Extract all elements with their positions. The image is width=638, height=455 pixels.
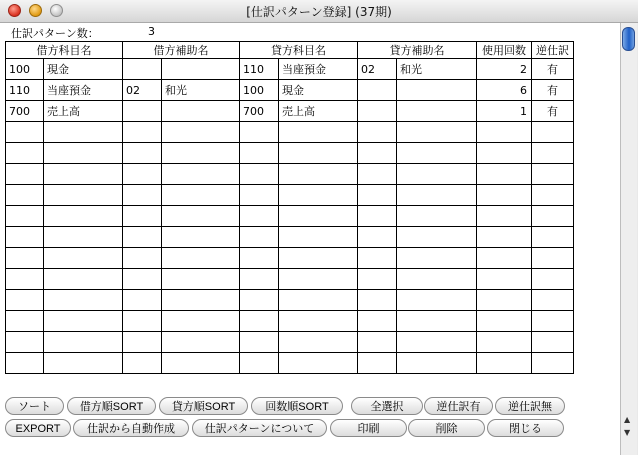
empty-cell: [123, 185, 162, 206]
table-row[interactable]: [6, 80, 574, 101]
empty-cell: [44, 143, 123, 164]
empty-cell: [240, 290, 279, 311]
empty-cell: [532, 332, 574, 353]
credit-sub-name-cell: [397, 101, 477, 122]
empty-cell: [358, 332, 397, 353]
empty-cell: [44, 206, 123, 227]
credit-sub-code-cell: [358, 101, 397, 122]
pattern-count-label: 仕訳パターン数：: [11, 27, 99, 40]
empty-cell: [477, 122, 532, 143]
credit-sort-button[interactable]: 貸方順SORT: [159, 397, 248, 415]
empty-cell: [279, 248, 358, 269]
use-count-cell: 2: [477, 59, 532, 80]
empty-cell: [532, 311, 574, 332]
empty-cell: [279, 143, 358, 164]
empty-cell: [123, 206, 162, 227]
empty-cell: [358, 143, 397, 164]
empty-cell: [123, 143, 162, 164]
empty-cell: [397, 332, 477, 353]
empty-cell: [6, 311, 44, 332]
empty-cell: [44, 290, 123, 311]
empty-table-row[interactable]: [6, 332, 574, 353]
empty-cell: [240, 332, 279, 353]
empty-cell: [532, 206, 574, 227]
empty-cell: [162, 290, 240, 311]
empty-cell: [279, 269, 358, 290]
empty-cell: [477, 290, 532, 311]
empty-cell: [162, 353, 240, 374]
empty-cell: [477, 185, 532, 206]
empty-cell: [358, 269, 397, 290]
credit-name-cell: 現金: [279, 80, 358, 101]
credit-code-cell: 110: [240, 59, 279, 80]
empty-cell: [358, 164, 397, 185]
empty-cell: [123, 332, 162, 353]
empty-cell: [532, 290, 574, 311]
empty-cell: [162, 185, 240, 206]
debit-code-cell: 700: [6, 101, 44, 122]
credit-sub-name-cell: [397, 80, 477, 101]
empty-cell: [397, 185, 477, 206]
empty-cell: [397, 164, 477, 185]
empty-cell: [162, 248, 240, 269]
empty-cell: [6, 122, 44, 143]
empty-cell: [6, 164, 44, 185]
empty-cell: [279, 185, 358, 206]
reverse-on-button[interactable]: 逆仕訳有: [424, 397, 493, 415]
empty-cell: [279, 227, 358, 248]
credit-sub-code-cell: 02: [358, 59, 397, 80]
empty-cell: [240, 185, 279, 206]
empty-cell: [123, 353, 162, 374]
main-content: [0, 23, 620, 455]
delete-button[interactable]: 削除: [408, 419, 485, 437]
empty-cell: [6, 227, 44, 248]
empty-cell: [44, 122, 123, 143]
empty-cell: [532, 143, 574, 164]
debit-sort-button[interactable]: 借方順SORT: [67, 397, 156, 415]
empty-cell: [397, 143, 477, 164]
empty-cell: [162, 332, 240, 353]
empty-cell: [477, 332, 532, 353]
empty-cell: [6, 206, 44, 227]
empty-cell: [123, 164, 162, 185]
empty-cell: [397, 248, 477, 269]
empty-cell: [279, 206, 358, 227]
header-credit-account[interactable]: 貸方科目名: [240, 42, 358, 59]
empty-cell: [123, 269, 162, 290]
credit-name-cell: 当座預金: [279, 59, 358, 80]
empty-cell: [279, 311, 358, 332]
table-header-row: [6, 42, 574, 59]
empty-table-row[interactable]: [6, 269, 574, 290]
header-use-count[interactable]: 使用回数: [477, 42, 532, 59]
credit-sub-code-cell: [358, 80, 397, 101]
close-button[interactable]: 閉じる: [487, 419, 564, 437]
empty-cell: [44, 311, 123, 332]
scroll-thumb[interactable]: [622, 27, 635, 51]
empty-cell: [240, 311, 279, 332]
empty-cell: [240, 227, 279, 248]
debit-sub-code-cell: 02: [123, 80, 162, 101]
empty-cell: [123, 248, 162, 269]
empty-cell: [44, 353, 123, 374]
empty-cell: [532, 269, 574, 290]
debit-sub-code-cell: [123, 59, 162, 80]
empty-cell: [44, 185, 123, 206]
empty-cell: [397, 353, 477, 374]
auto-create-button[interactable]: 仕訳から自動作成: [73, 419, 189, 437]
debit-sub-code-cell: [123, 101, 162, 122]
empty-table-row[interactable]: [6, 353, 574, 374]
empty-table-row[interactable]: [6, 227, 574, 248]
header-credit-sub[interactable]: 貸方補助名: [358, 42, 477, 59]
empty-cell: [358, 248, 397, 269]
count-sort-button[interactable]: 回数順SORT: [251, 397, 343, 415]
empty-cell: [477, 248, 532, 269]
empty-cell: [397, 311, 477, 332]
scroll-up-arrow-icon[interactable]: ▲: [624, 415, 631, 424]
empty-cell: [162, 122, 240, 143]
empty-cell: [44, 227, 123, 248]
pattern-table: [5, 41, 574, 374]
empty-cell: [532, 248, 574, 269]
scroll-down-arrow-icon[interactable]: ▼: [624, 428, 631, 437]
debit-name-cell: 売上高: [44, 101, 123, 122]
table-row[interactable]: [6, 59, 574, 80]
empty-cell: [477, 143, 532, 164]
empty-table-row[interactable]: [6, 143, 574, 164]
debit-sub-name-cell: 和光: [162, 80, 240, 101]
empty-cell: [240, 248, 279, 269]
reverse-cell: 有: [532, 101, 574, 122]
empty-cell: [123, 311, 162, 332]
reverse-cell: 有: [532, 80, 574, 101]
table-row[interactable]: [6, 101, 574, 122]
empty-cell: [358, 311, 397, 332]
empty-cell: [240, 164, 279, 185]
debit-sub-name-cell: [162, 59, 240, 80]
debit-code-cell: 110: [6, 80, 44, 101]
empty-cell: [162, 143, 240, 164]
empty-cell: [44, 248, 123, 269]
empty-table-row[interactable]: [6, 248, 574, 269]
export-button[interactable]: EXPORT: [5, 419, 71, 437]
header-debit-account[interactable]: 借方科目名: [6, 42, 123, 59]
empty-cell: [532, 185, 574, 206]
empty-cell: [477, 269, 532, 290]
empty-cell: [44, 269, 123, 290]
empty-cell: [279, 122, 358, 143]
window-title: [仕訳パターン登録] (37期): [246, 5, 392, 19]
empty-cell: [358, 206, 397, 227]
empty-cell: [532, 164, 574, 185]
empty-cell: [6, 290, 44, 311]
credit-name-cell: 売上高: [279, 101, 358, 122]
empty-cell: [240, 143, 279, 164]
empty-table-row[interactable]: [6, 311, 574, 332]
empty-table-row[interactable]: [6, 290, 574, 311]
empty-cell: [397, 269, 477, 290]
empty-table-row[interactable]: [6, 122, 574, 143]
empty-cell: [397, 290, 477, 311]
empty-cell: [358, 122, 397, 143]
empty-cell: [162, 227, 240, 248]
select-all-button[interactable]: 全選択: [351, 397, 423, 415]
empty-cell: [477, 164, 532, 185]
debit-code-cell: 100: [6, 59, 44, 80]
empty-cell: [477, 353, 532, 374]
empty-cell: [358, 290, 397, 311]
empty-table-row[interactable]: [6, 185, 574, 206]
empty-cell: [162, 206, 240, 227]
empty-cell: [279, 353, 358, 374]
empty-cell: [162, 269, 240, 290]
empty-cell: [532, 353, 574, 374]
empty-cell: [279, 164, 358, 185]
empty-cell: [6, 185, 44, 206]
sort-button[interactable]: ソート: [5, 397, 64, 415]
empty-table-row[interactable]: [6, 164, 574, 185]
debit-name-cell: 当座預金: [44, 80, 123, 101]
empty-cell: [477, 206, 532, 227]
empty-cell: [397, 122, 477, 143]
header-debit-sub[interactable]: 借方補助名: [123, 42, 240, 59]
empty-cell: [123, 122, 162, 143]
pattern-count-value: 3: [148, 25, 155, 38]
about-patterns-button[interactable]: 仕訳パターンについて: [192, 419, 327, 437]
empty-cell: [6, 143, 44, 164]
empty-cell: [279, 332, 358, 353]
empty-cell: [358, 185, 397, 206]
debit-name-cell: 現金: [44, 59, 123, 80]
empty-cell: [532, 227, 574, 248]
empty-table-row[interactable]: [6, 206, 574, 227]
empty-cell: [397, 206, 477, 227]
empty-cell: [6, 248, 44, 269]
empty-cell: [6, 332, 44, 353]
use-count-cell: 6: [477, 80, 532, 101]
vertical-scrollbar[interactable]: [620, 23, 637, 455]
use-count-cell: 1: [477, 101, 532, 122]
empty-cell: [240, 353, 279, 374]
empty-cell: [477, 311, 532, 332]
empty-cell: [240, 269, 279, 290]
empty-cell: [123, 290, 162, 311]
credit-code-cell: 700: [240, 101, 279, 122]
header-reverse[interactable]: 逆仕訳: [532, 42, 574, 59]
empty-cell: [240, 206, 279, 227]
debit-sub-name-cell: [162, 101, 240, 122]
print-button[interactable]: 印刷: [330, 419, 407, 437]
empty-cell: [279, 290, 358, 311]
empty-cell: [44, 164, 123, 185]
empty-cell: [240, 122, 279, 143]
credit-sub-name-cell: 和光: [397, 59, 477, 80]
empty-cell: [532, 122, 574, 143]
empty-cell: [358, 227, 397, 248]
empty-cell: [123, 227, 162, 248]
reverse-cell: 有: [532, 59, 574, 80]
empty-cell: [358, 353, 397, 374]
title-bar: [0, 0, 638, 23]
empty-cell: [162, 311, 240, 332]
empty-cell: [44, 332, 123, 353]
credit-code-cell: 100: [240, 80, 279, 101]
empty-cell: [6, 353, 44, 374]
empty-cell: [477, 227, 532, 248]
empty-cell: [162, 164, 240, 185]
empty-cell: [6, 269, 44, 290]
reverse-off-button[interactable]: 逆仕訳無: [495, 397, 565, 415]
empty-cell: [397, 227, 477, 248]
